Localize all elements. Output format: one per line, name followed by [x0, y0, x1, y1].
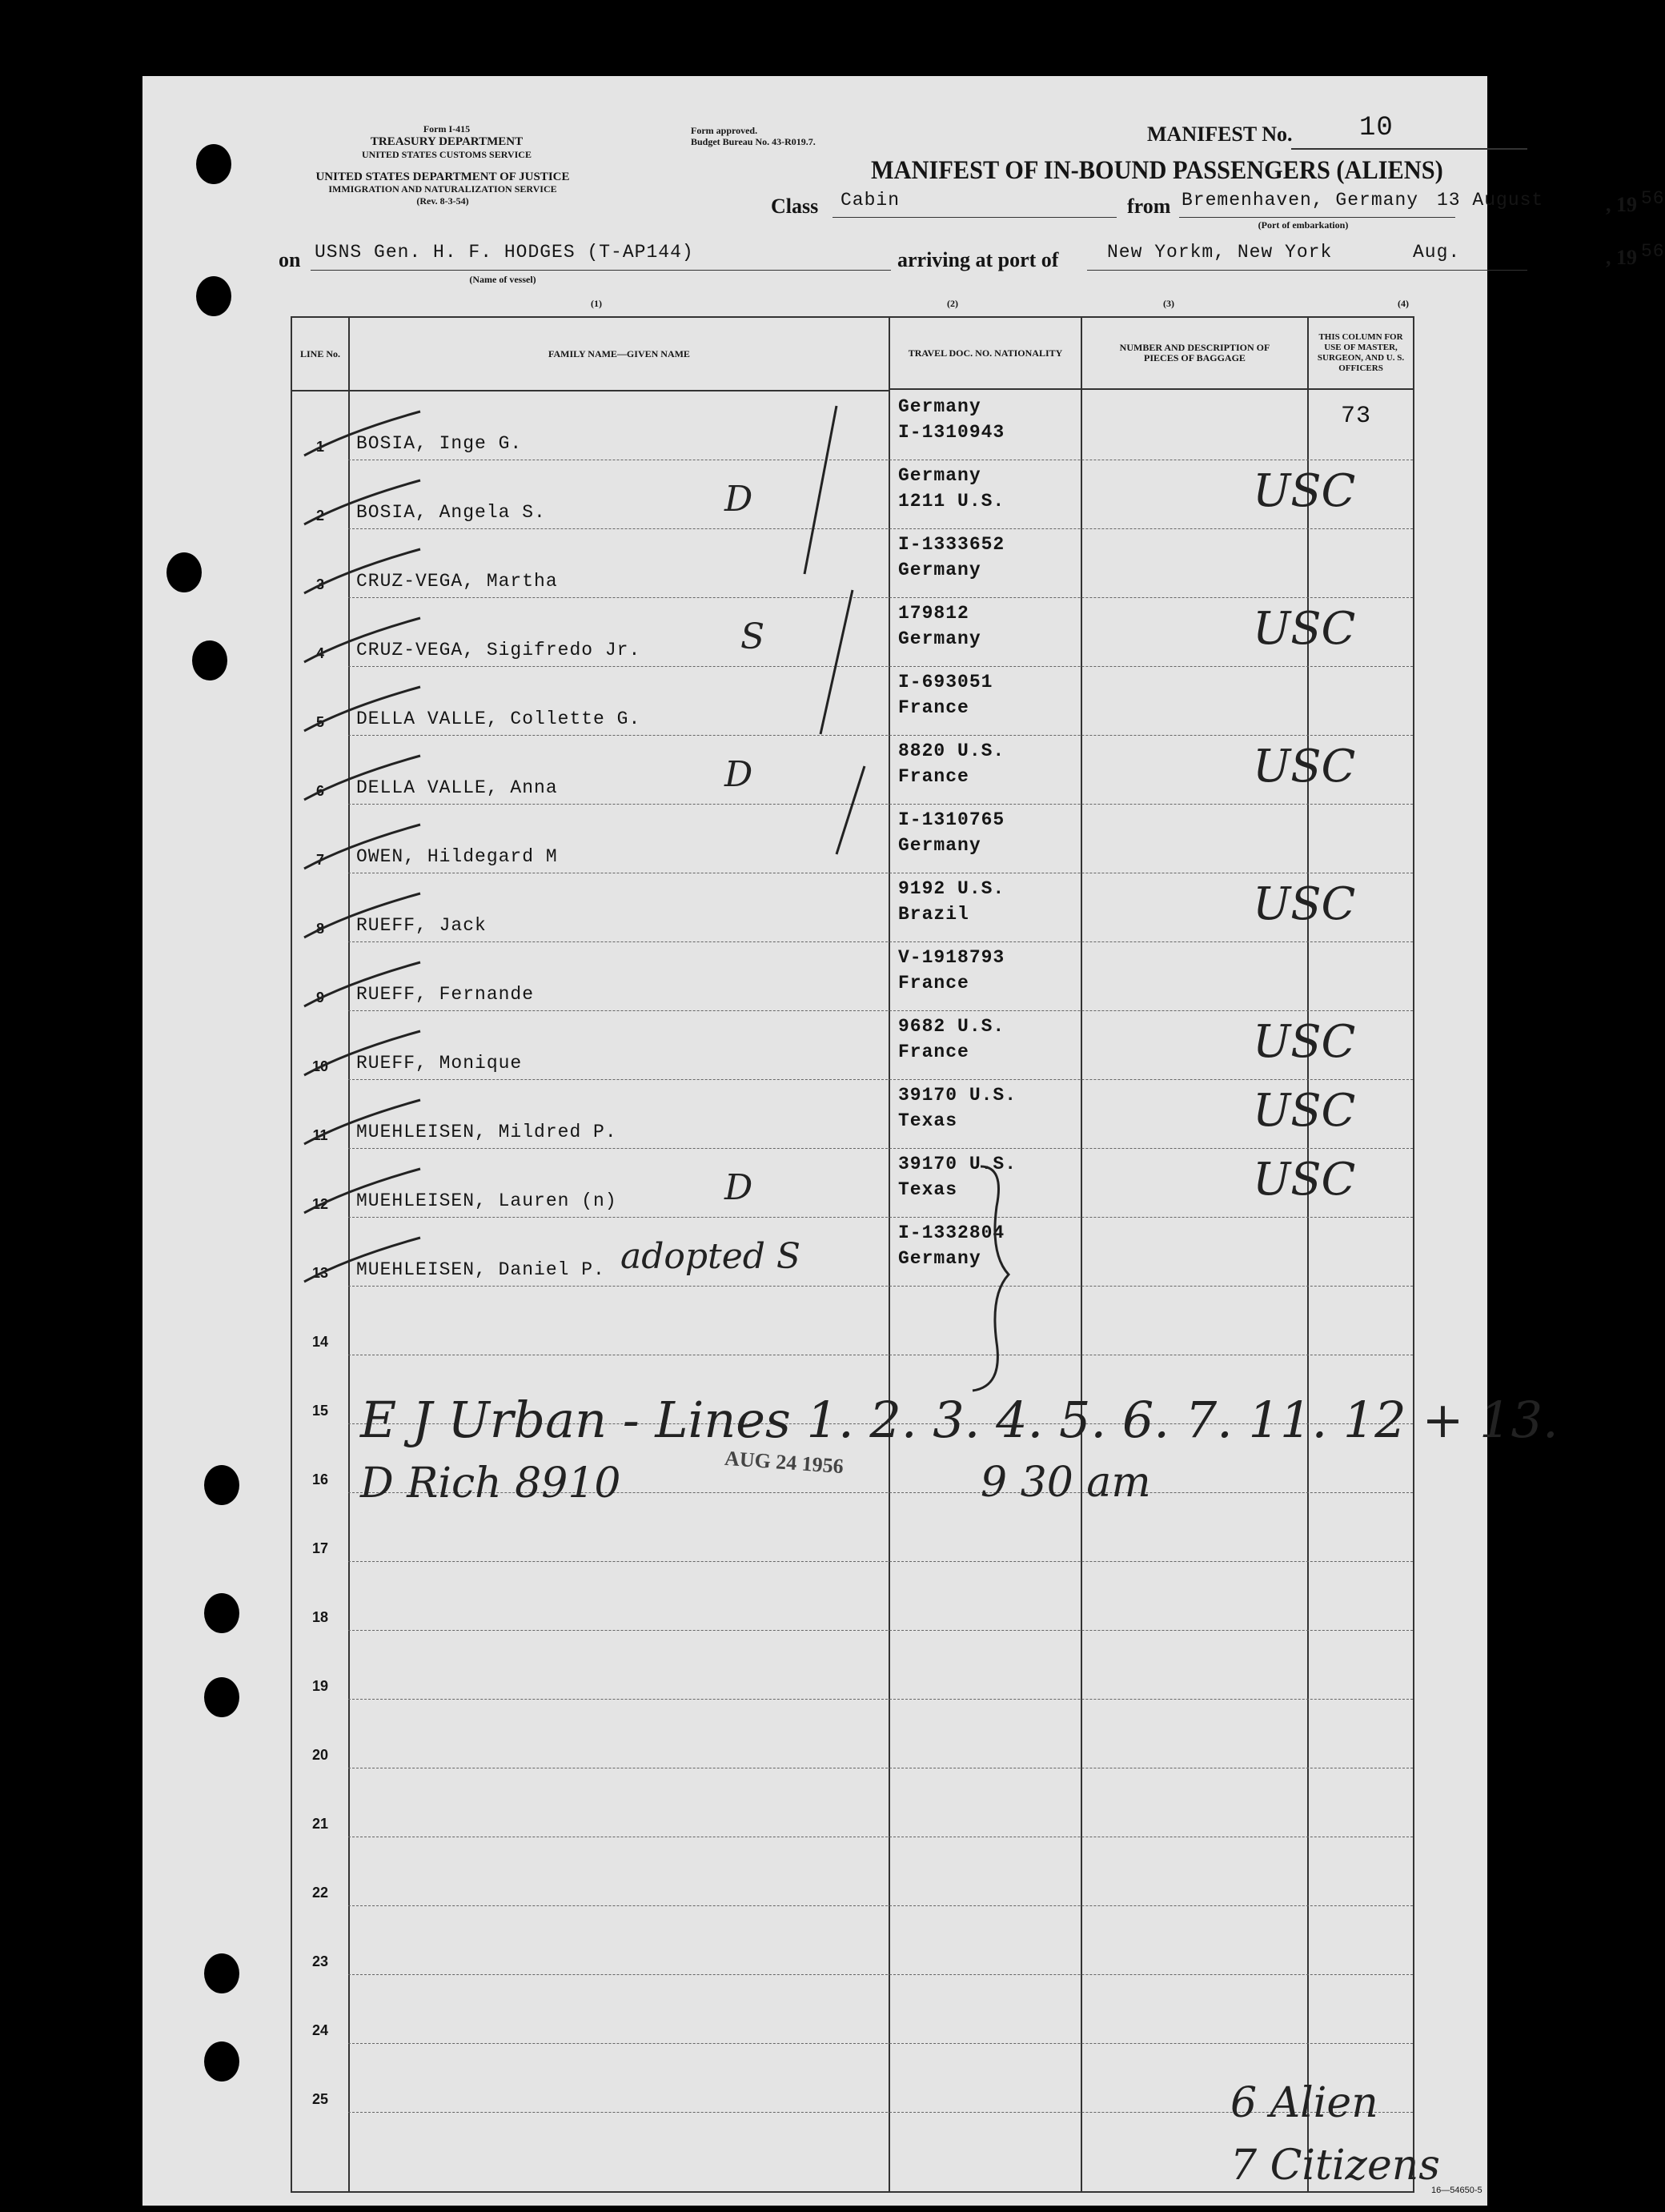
inspector-second-line: D Rich 8910 — [360, 1459, 621, 1507]
binder-hole — [204, 1465, 239, 1505]
travel-doc-line-1: 39170 U.S. — [898, 1085, 1017, 1106]
on-label: on — [279, 248, 301, 271]
line-number: 12 — [311, 1196, 329, 1212]
line-number: 15 — [311, 1403, 329, 1419]
manifest-no-label: MANIFEST No. — [1147, 122, 1293, 146]
binder-hole — [166, 552, 202, 592]
date-stamp: AUG 24 1956 — [724, 1446, 845, 1479]
arrival-date: Aug. — [1413, 242, 1461, 263]
passenger-name: RUEFF, Monique — [356, 1053, 523, 1074]
line-number: 5 — [315, 714, 324, 730]
passenger-name: RUEFF, Fernande — [356, 984, 535, 1005]
line-number: 14 — [311, 1334, 329, 1350]
table-row — [292, 1975, 1413, 2044]
class-line — [832, 217, 1117, 218]
line-number: 1 — [315, 439, 324, 455]
travel-doc-line-1: I-1310765 — [898, 809, 1005, 830]
passenger-name: OWEN, Hildegard M — [356, 846, 558, 867]
line-number: 22 — [311, 1885, 329, 1901]
line-number: 24 — [311, 2022, 329, 2038]
arrival-year-prefix: , 19 — [1606, 246, 1637, 269]
travel-doc-line-2: France — [898, 1042, 969, 1062]
table-row — [292, 1837, 1413, 1906]
binder-hole — [204, 2041, 239, 2082]
officer-note: 73 — [1341, 403, 1372, 430]
column-number-4: (4) — [1398, 298, 1409, 309]
travel-doc-line-1: 39170 U.S. — [898, 1154, 1017, 1174]
line-number: 4 — [315, 645, 324, 661]
table-row — [292, 1149, 1413, 1218]
travel-doc-line-2: France — [898, 766, 969, 787]
line-number: 20 — [311, 1747, 329, 1763]
line-number: 2 — [315, 508, 324, 524]
table-row — [292, 1287, 1413, 1355]
customs-service: UNITED STATES CUSTOMS SERVICE — [362, 149, 532, 160]
binder-hole — [196, 276, 231, 316]
handwritten-mark: D — [724, 479, 753, 520]
column-number-3: (3) — [1163, 298, 1174, 309]
table-row — [292, 1768, 1413, 1837]
embarkation-year: 56 — [1641, 188, 1665, 209]
handwritten-mark: D — [724, 1167, 753, 1208]
handwritten-mark: S — [740, 616, 765, 657]
passenger-name: BOSIA, Inge G. — [356, 433, 523, 454]
line-number: 17 — [311, 1540, 329, 1556]
column-number-1: (1) — [591, 298, 602, 309]
treasury-department: TREASURY DEPARTMENT — [370, 135, 524, 148]
passenger-name: MUEHLEISEN, Mildred P. — [356, 1122, 617, 1142]
travel-doc-line-1: 9682 U.S. — [898, 1016, 1005, 1037]
travel-doc-line-2: Texas — [898, 1179, 958, 1200]
arrival-year: 56 — [1641, 241, 1665, 262]
officer-note: USC — [1253, 878, 1356, 930]
line-number: 6 — [315, 783, 324, 799]
travel-doc-line-1: V-1918793 — [898, 947, 1005, 968]
travel-doc-line-2: Germany — [898, 835, 981, 856]
line-number: 13 — [311, 1265, 329, 1281]
line-number: 11 — [312, 1127, 328, 1143]
officer-note: USC — [1253, 603, 1356, 655]
line-number: 16 — [311, 1471, 329, 1487]
manifest-title: MANIFEST OF IN-BOUND PASSENGERS (ALIENS) — [871, 156, 1443, 185]
passenger-name: MUEHLEISEN, Lauren (n) — [356, 1190, 617, 1211]
line-number: 25 — [311, 2091, 329, 2107]
passenger-name: MUEHLEISEN, Daniel P. — [356, 1259, 605, 1280]
travel-doc-line-1: 179812 — [898, 603, 969, 624]
line-number: 23 — [311, 1953, 329, 1969]
travel-doc-line-1: I-693051 — [898, 672, 993, 693]
officer-note: USC — [1253, 1085, 1356, 1137]
header-line-no: LINE No. — [292, 318, 348, 391]
passenger-name: DELLA VALLE, Anna — [356, 777, 558, 798]
line-number: 9 — [315, 990, 324, 1006]
year-prefix: , 19 — [1606, 193, 1637, 216]
travel-doc-line-2: Germany — [898, 628, 981, 649]
vessel-name: USNS Gen. H. F. HODGES (T-AP144) — [315, 242, 694, 263]
travel-doc-line-2: France — [898, 973, 969, 994]
from-label: from — [1127, 195, 1171, 218]
binder-hole — [204, 1593, 239, 1633]
embarkation-port: Bremenhaven, Germany — [1182, 190, 1419, 211]
header-officers: THIS COLUMN FOR USE OF MASTER, SURGEON, AND U. S. OFFICERS — [1309, 318, 1413, 390]
handwritten-mark: adopted S — [620, 1236, 801, 1277]
vessel-caption: (Name of vessel) — [469, 274, 536, 285]
travel-doc-line-2: France — [898, 697, 969, 718]
embarkation-date: 13 August — [1437, 190, 1544, 211]
passenger-name: RUEFF, Jack — [356, 915, 487, 936]
officer-note: USC — [1253, 1154, 1356, 1206]
form-approved: Form approved. — [691, 125, 758, 136]
binder-hole — [204, 1677, 239, 1717]
passenger-name: CRUZ-VEGA, Sigifredo Jr. — [356, 640, 641, 660]
arriving-label: arriving at port of — [897, 248, 1059, 271]
family-bracket — [965, 1158, 1045, 1399]
manifest-page — [142, 76, 1665, 2206]
passenger-name: CRUZ-VEGA, Martha — [356, 571, 558, 592]
check-mark-icon — [300, 1234, 428, 1290]
travel-doc-line-2: Germany — [898, 1248, 981, 1269]
binder-hole — [204, 1953, 239, 1993]
header-name: FAMILY NAME—GIVEN NAME — [350, 318, 889, 391]
table-row — [292, 1562, 1413, 1631]
travel-doc-line-1: 8820 U.S. — [898, 741, 1005, 761]
line-number: 10 — [311, 1058, 329, 1074]
inspection-time: 9 30 am — [981, 1459, 1151, 1507]
travel-doc-line-2: I-1310943 — [898, 422, 1005, 443]
travel-doc-line-2: Brazil — [898, 904, 969, 925]
travel-doc-line-2: Germany — [898, 560, 981, 580]
line-number: 7 — [315, 852, 324, 868]
table-row — [292, 1700, 1413, 1768]
revision-date: (Rev. 8-3-54) — [416, 195, 469, 207]
travel-doc-line-1: I-1333652 — [898, 534, 1005, 555]
travel-doc-line-1: I-1332804 — [898, 1222, 1005, 1243]
alien-count: 6 Alien — [1230, 2079, 1378, 2127]
header-travel-doc: TRAVEL DOC. NO. NATIONALITY — [890, 318, 1081, 390]
officer-note: USC — [1253, 465, 1356, 517]
table-row — [292, 1631, 1413, 1700]
handwritten-mark: D — [724, 754, 753, 795]
form-number: Form I-415 — [423, 123, 471, 134]
from-line — [1179, 217, 1455, 218]
passenger-name: DELLA VALLE, Collette G. — [356, 709, 641, 729]
manifest-no-value: 10 — [1359, 113, 1394, 143]
line-number: 8 — [315, 921, 324, 937]
passenger-name: BOSIA, Angela S. — [356, 502, 546, 523]
header-baggage: NUMBER AND DESCRIPTION OF PIECES OF BAGGAGE — [1082, 318, 1307, 390]
arrival-line — [1087, 270, 1527, 271]
line-number: 19 — [311, 1678, 329, 1694]
binder-hole — [192, 640, 227, 680]
column-number-2: (2) — [947, 298, 958, 309]
table-row — [292, 1906, 1413, 1975]
officer-note: USC — [1253, 741, 1356, 793]
travel-doc-line-2: Texas — [898, 1110, 958, 1131]
class-value: Cabin — [841, 190, 901, 211]
travel-doc-line-1: 9192 U.S. — [898, 878, 1005, 899]
check-mark-icon — [300, 1165, 428, 1221]
manifest-no-line — [1291, 116, 1527, 150]
arrival-port: New Yorkm, New York — [1107, 242, 1333, 263]
travel-doc-line-2: 1211 U.S. — [898, 491, 1005, 512]
check-marks — [292, 390, 1093, 1110]
budget-bureau: Budget Bureau No. 43-R019.7. — [691, 136, 816, 147]
inspector-signature-line: E J Urban - Lines 1. 2. 3. 4. 5. 6. 7. 11. 12 + 13. — [360, 1391, 1559, 1449]
binder-hole — [196, 144, 231, 184]
officer-note: USC — [1253, 1016, 1356, 1068]
line-number: 21 — [311, 1816, 329, 1832]
line-number: 3 — [315, 576, 324, 592]
class-label: Class — [771, 195, 819, 218]
footer-code: 16—54650-5 — [1431, 2186, 1482, 2195]
immigration-service: IMMIGRATION AND NATURALIZATION SERVICE — [328, 183, 557, 195]
port-caption: (Port of embarkation) — [1258, 219, 1349, 231]
travel-doc-line-1: Germany — [898, 465, 981, 486]
vessel-line — [311, 270, 891, 271]
line-number: 18 — [311, 1609, 329, 1625]
travel-doc-line-1: Germany — [898, 396, 981, 417]
department-of-justice: UNITED STATES DEPARTMENT OF JUSTICE — [315, 171, 570, 183]
table-row — [292, 1218, 1413, 1287]
citizen-count: 7 Citizens — [1230, 2142, 1440, 2190]
